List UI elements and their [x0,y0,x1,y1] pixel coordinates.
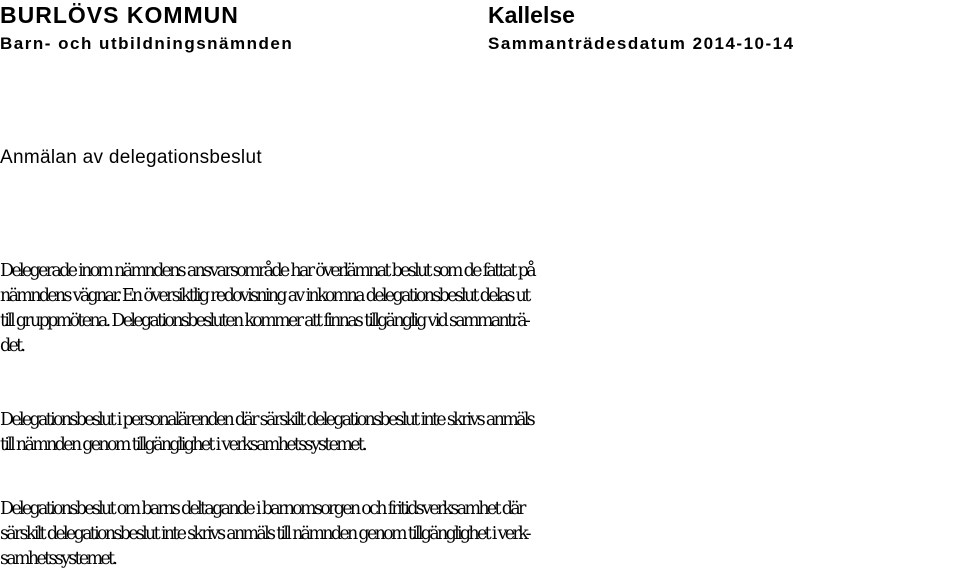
meeting-date: Sammanträdesdatum 2014-10-14 [488,34,795,53]
document-header [0,0,960,60]
organization-unit: Barn- och utbildningsnämnden [0,34,294,53]
paragraph-line: Delegationsbeslut om barns deltagande i barnomsorgen och fritidsverksamhet där [0,499,524,519]
paragraph-line: till nämnden genom tillgänglighet i verksamhetssystemet. [0,435,366,455]
paragraph-line: nämndens vägnar. En översiktlig redovisning av inkomna delegationsbeslut delas ut [0,286,529,306]
paragraph-line: till gruppmötena. Delegationsbesluten kommer att finnas tillgänglig vid sammanträ- [0,311,529,331]
document-type: Kallelse [488,2,575,28]
header-left [0,0,293,58]
paragraph-2 [0,408,960,458]
paragraph-line: samhetssystemet. [0,549,116,569]
paragraph-line: det. [0,336,24,356]
paragraph-3 [0,497,960,572]
header-right [488,0,795,58]
paragraph-line: särskilt delegationsbeslut inte skrivs anmäls till nämnden genom tillgänglighet i verk- [0,524,529,544]
paragraph-line: Delegerade inom nämndens ansvarsområde har överlämnat beslut som de fattat på [0,261,534,281]
paragraph-1 [0,259,960,359]
paragraph-line: Delegationsbeslut i personalärenden där särskilt delegationsbeslut inte skrivs anmäls [0,410,534,430]
section-title: Anmälan av delegationsbeslut [0,147,262,168]
organization-name: BURLÖVS KOMMUN [0,2,239,28]
